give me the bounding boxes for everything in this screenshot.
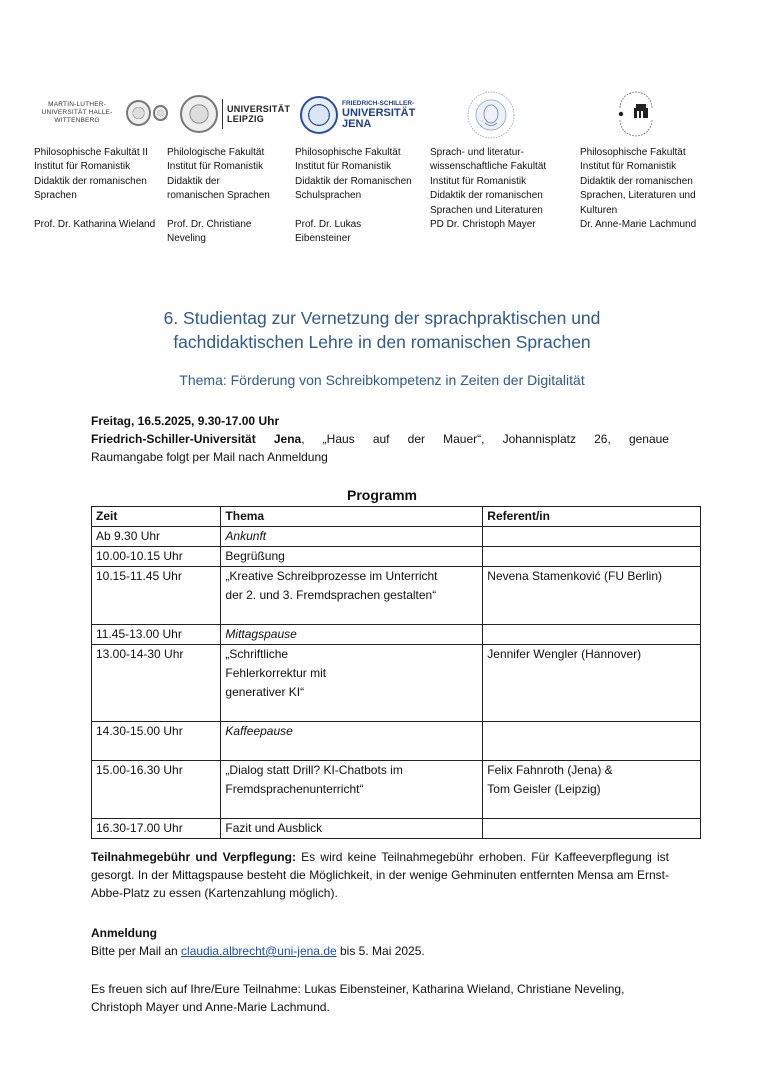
table-row xyxy=(92,547,701,567)
faculty-person: Prof. Dr. Lukas xyxy=(295,218,362,230)
referent-line: Felix Fahnroth (Jena) & xyxy=(487,763,613,777)
jena-logo xyxy=(300,96,415,134)
registration-prefix: Bitte per Mail an xyxy=(91,944,182,958)
programm-heading: Programm xyxy=(346,487,418,503)
closing-paragraph: Es freuen sich auf Ihre/Eure Teilnahme: Lukas Eibensteiner, Katharina Wieland, Christiane Neveling, Christoph Mayer und Anne-Marie Lachmund. xyxy=(91,982,625,1014)
venue-address: , „Haus auf der Mauer“, Johannisplatz 26, genaue xyxy=(301,432,669,446)
faculty-line: Kulturen xyxy=(580,204,618,216)
registration-email-link[interactable]: claudia.albrecht@uni-jena.de xyxy=(181,944,337,958)
column-header-zeit: Zeit xyxy=(92,507,221,527)
faculty-line: romanischen Sprachen xyxy=(167,190,270,202)
thema-line: der 2. und 3. Fremdsprachen gestalten“ xyxy=(225,588,437,602)
jena-logo-line1: FRIEDRICH-SCHILLER- xyxy=(342,100,415,107)
column-header-thema: Thema xyxy=(221,507,483,527)
cell-zeit: 16.30-17.00 Uhr xyxy=(92,819,221,839)
cell-thema xyxy=(221,527,483,547)
table-row xyxy=(92,761,701,819)
faculty-line: Sprachen xyxy=(34,190,77,202)
cell-thema xyxy=(221,547,483,567)
cell-zeit: 11.45-13.00 Uhr xyxy=(92,625,221,645)
faculty-line: Didaktik der romanischen xyxy=(34,175,147,187)
faculty-line: Sprach- und literatur- xyxy=(430,147,524,158)
cell-referent xyxy=(483,625,701,645)
faculty-person: PD Dr. Christoph Mayer xyxy=(430,219,536,231)
faculty-line: Sprachen, Literaturen und xyxy=(580,190,696,202)
thema-line xyxy=(225,702,478,721)
venue-name: Friedrich-Schiller-Universität Jena xyxy=(91,432,302,446)
thema-line: Kaffeepause xyxy=(225,724,293,738)
referent-line: Tom Geisler (Leipzig) xyxy=(487,782,601,796)
faculty-line: Didaktik der Romanischen xyxy=(295,175,412,187)
programm-rows xyxy=(92,527,701,839)
programm-table xyxy=(91,506,701,839)
referent-line: Jennifer Wengler (Hannover) xyxy=(487,647,642,661)
cell-referent xyxy=(483,527,701,547)
cell-zeit: 14.30-15.00 Uhr xyxy=(92,722,221,761)
humboldt-seal-icon xyxy=(466,90,516,140)
table-row xyxy=(92,625,701,645)
thema-line: „Schriftliche xyxy=(225,647,289,661)
cell-referent xyxy=(483,722,701,761)
faculty-person: Neveling xyxy=(167,233,206,245)
thema-line xyxy=(225,605,478,624)
thema-line: Begrüßung xyxy=(225,549,285,563)
registration-section xyxy=(91,924,669,960)
faculty-person: Prof. Dr. Christiane xyxy=(167,218,252,230)
cell-thema xyxy=(221,761,483,819)
cell-referent xyxy=(483,761,701,819)
fees-label: Teilnahmegebühr und Verpflegung: xyxy=(91,850,296,864)
thema-subtitle: Thema: Förderung von Schreibkompetenz in Zeiten der Digitalität xyxy=(179,372,585,388)
faculty-person: Dr. Anne-Marie Lachmund xyxy=(580,219,697,231)
faculty-line: Institut für Romanistik xyxy=(580,161,677,173)
fees-text: Es wird keine Teilnahmegebühr erhoben. Für Kaffeeverpflegung ist gesorgt. In der Mittagspause besteht die Möglichkeit, in der wenige Gehminuten entfernten Mensa am Ernst-Abbe-Platz zu essen (Kartenzahlung möglich). xyxy=(91,850,669,900)
column-header-referent: Referent/in xyxy=(483,507,701,527)
cell-thema xyxy=(221,625,483,645)
faculty-line: Institut für Romanistik xyxy=(430,175,527,187)
cell-zeit: 15.00-16.30 Uhr xyxy=(92,761,221,819)
thema-line: Ankunft xyxy=(225,529,267,543)
faculty-line: Didaktik der xyxy=(167,175,220,187)
faculty-column-halle xyxy=(34,146,164,232)
faculty-column-jena xyxy=(295,146,423,246)
leipzig-divider xyxy=(222,99,223,129)
mlu-seal-icon xyxy=(126,100,151,126)
thema-line: „Kreative Schreibprozesse im Unterricht xyxy=(225,569,438,583)
cell-thema xyxy=(221,567,483,625)
mlu-logo xyxy=(34,98,168,128)
referent-line: Nevena Stamenković (FU Berlin) xyxy=(487,569,663,583)
title-line2: fachdidaktischen Lehre in den romanischen Sprachen xyxy=(173,332,591,352)
registration-suffix: bis 5. Mai 2025. xyxy=(336,944,425,958)
cell-thema xyxy=(221,819,483,839)
event-date: Freitag, 16.5.2025, 9.30-17.00 Uhr xyxy=(91,414,280,428)
faculty-line: Didaktik der romanischen xyxy=(430,190,543,202)
jena-seal-icon xyxy=(300,96,338,134)
leipzig-logo-line1: UNIVERSITÄT xyxy=(227,104,291,114)
potsdam-logo-icon xyxy=(612,86,660,138)
thema-line: Fazit und Ausblick xyxy=(225,821,323,835)
venue-note: Raumangabe folgt per Mail nach Anmeldung xyxy=(91,450,328,464)
faculty-line: Philologische Fakultät xyxy=(167,147,265,158)
faculty-column-potsdam xyxy=(580,146,730,232)
thema-line: generativer KI“ xyxy=(225,685,305,699)
page-title xyxy=(0,306,764,354)
cell-zeit: 13.00-14-30 Uhr xyxy=(92,645,221,722)
table-row xyxy=(92,645,701,722)
leipzig-logo xyxy=(180,94,290,134)
faculty-line: Institut für Romanistik xyxy=(167,161,264,173)
cell-thema xyxy=(221,645,483,722)
faculty-person: Eibensteiner xyxy=(295,233,351,245)
event-venue xyxy=(91,430,669,448)
table-row xyxy=(92,567,701,625)
cell-zeit: Ab 9.30 Uhr xyxy=(92,527,221,547)
thema-line: Fremdsprachenunterricht“ xyxy=(225,782,364,796)
thema-line xyxy=(225,799,478,818)
cell-referent xyxy=(483,645,701,722)
thema-line: Fehlerkorrektur mit xyxy=(225,666,327,680)
faculty-line: Philosophische Fakultät xyxy=(295,147,401,158)
faculty-line: Institut für Romanistik xyxy=(34,161,131,173)
cell-zeit: 10.15-11.45 Uhr xyxy=(92,567,221,625)
table-row xyxy=(92,527,701,547)
faculty-line: Philosophische Fakultät II xyxy=(34,147,148,158)
jena-logo-line3: JENA xyxy=(342,118,372,130)
fees-paragraph xyxy=(91,848,669,902)
cell-referent xyxy=(483,547,701,567)
cell-referent xyxy=(483,567,701,625)
table-row xyxy=(92,819,701,839)
thema-line: „Dialog statt Drill? KI-Chatbots im xyxy=(225,763,403,777)
faculty-line: Philosophische Fakultät xyxy=(580,147,686,158)
thema-line xyxy=(225,741,478,760)
cell-zeit: 10.00-10.15 Uhr xyxy=(92,547,221,567)
faculty-person: Prof. Dr. Katharina Wieland xyxy=(34,218,156,230)
faculty-line: Schulsprachen xyxy=(295,190,362,202)
mlu-logo-text: MARTIN-LUTHER-UNIVERSITÄT HALLE-WITTENBERG xyxy=(41,101,113,124)
thema-line: Mittagspause xyxy=(225,627,297,641)
faculty-line: wissenschaftliche Fakultät xyxy=(430,161,547,173)
registration-heading: Anmeldung xyxy=(91,926,157,940)
leipzig-seal-icon xyxy=(180,95,218,133)
cell-thema xyxy=(221,722,483,761)
jena-logo-line2: UNIVERSITÄT xyxy=(342,107,416,119)
faculty-line: Institut für Romanistik xyxy=(295,161,392,173)
faculty-line: Didaktik der romanischen xyxy=(580,175,693,187)
cell-referent xyxy=(483,819,701,839)
mlu-small-seal-icon xyxy=(153,105,168,121)
faculty-line: Sprachen und Literaturen xyxy=(430,204,543,216)
faculty-column-leipzig xyxy=(167,146,291,246)
title-line1: 6. Studientag zur Vernetzung der sprachpraktischen und xyxy=(163,308,601,328)
faculty-column-berlin xyxy=(430,146,570,232)
event-info xyxy=(91,412,669,466)
table-header-row xyxy=(92,507,701,527)
table-row xyxy=(92,722,701,761)
leipzig-logo-line2: LEIPZIG xyxy=(227,114,265,124)
